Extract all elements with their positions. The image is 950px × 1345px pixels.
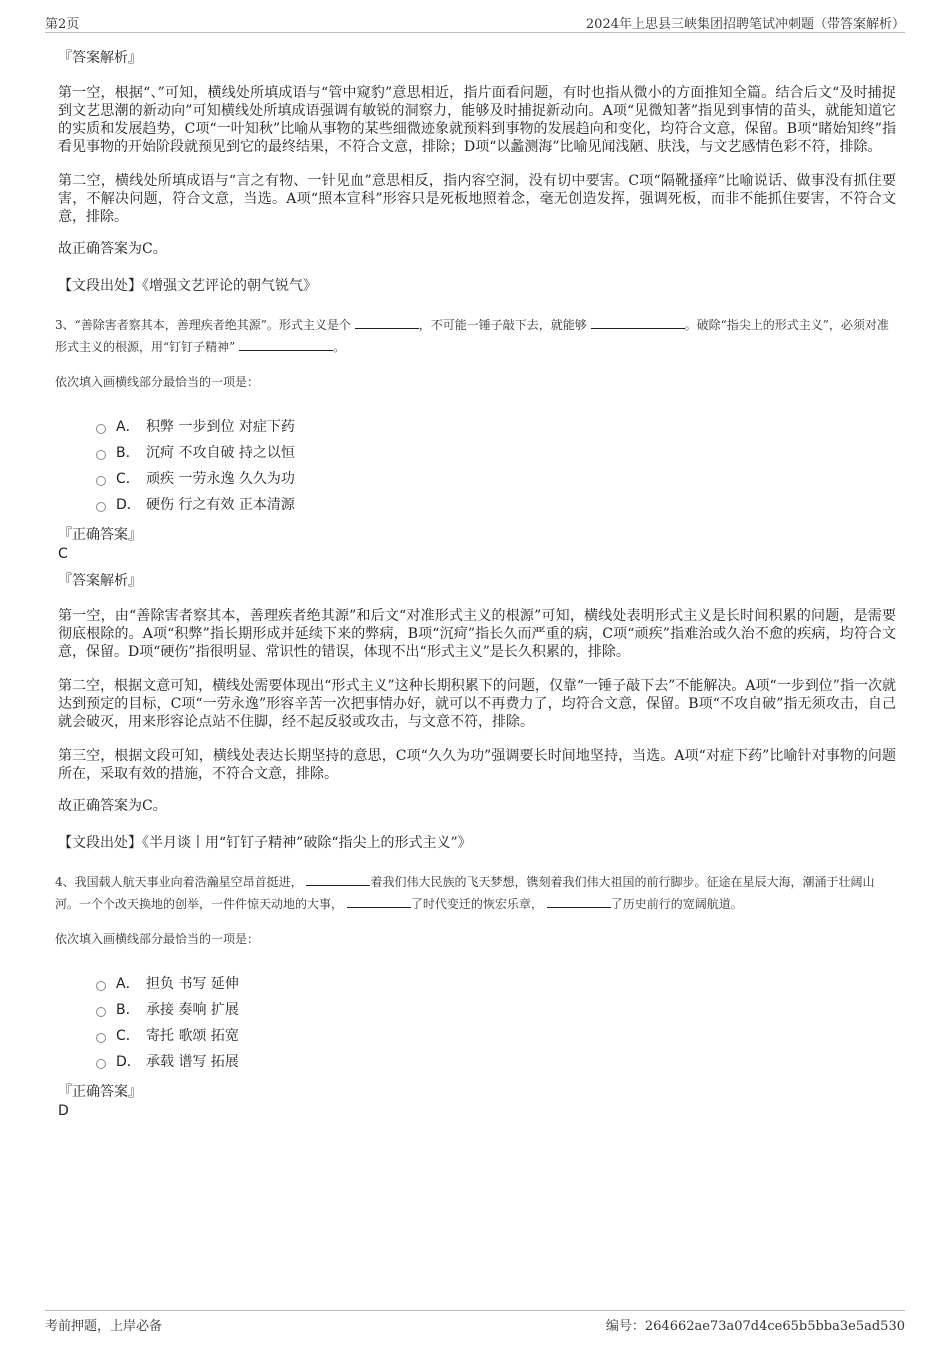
analysis-paragraph: 第一空，由“善除害者察其本，善理疾者绝其源”和后文“对准形式主义的根源”可知，横线处表明形式主义是长时间积累的问题，是需要彻底根除的。A项“积弊”指长期形成并延续下来的弊病，B项“沉疴”指长久而严重的病，C项“顽疾”指难治或久治不愈的疾病，均符合文意，保留。D项“硬伤”指很明显、常识性的错误，体现不出“形式主义”是长久积累的，排除。 xyxy=(58,608,896,660)
fill-blank xyxy=(355,316,419,329)
option-c[interactable]: C． 顽疾 一劳永逸 久久为功 xyxy=(96,466,896,492)
question-4-text: 4、我国载人航天事业向着浩瀚星空昂首挺进， 着我们伟大民族的飞天梦想，镌刻着我们伟大祖国的前行脚步。征途在星辰大海，潮涌于壮阔山河。一个个改天换地的创举，一件件惊天动地的大事， 了时代变迁的恢宏乐章， 了历史前行的宽阔航道。 xyxy=(55,875,875,911)
radio-icon[interactable] xyxy=(96,450,106,460)
fill-blank xyxy=(347,895,411,908)
option-a[interactable]: A． 担负 书写 延伸 xyxy=(96,971,896,997)
analysis-conclusion: 故正确答案为C。 xyxy=(58,241,167,257)
question-3-options xyxy=(96,414,896,518)
page-header xyxy=(45,10,905,33)
correct-answer-label: 『正确答案』 xyxy=(58,527,142,543)
correct-answer-value: C xyxy=(58,546,68,562)
option-d[interactable]: D． 硬伤 行之有效 正本清源 xyxy=(96,492,896,518)
fill-blank xyxy=(547,895,611,908)
correct-answer-value: D xyxy=(58,1103,69,1119)
question-3-text: 3、“善除害者察其本，善理疾者绝其源”。形式主义是个 ，不可能一锤子敲下去，就能够 。破除“指尖上的形式主义”，必须对准形式主义的根源，用“钉钉子精神” 。 xyxy=(55,318,889,354)
document-content xyxy=(55,40,896,1121)
page-number: 第2页 xyxy=(45,17,80,32)
correct-answer-label: 『正确答案』 xyxy=(58,1084,142,1100)
passage-source: 【文段出处】《增强文艺评论的朝气锐气》 xyxy=(58,278,317,294)
radio-icon[interactable] xyxy=(96,1059,106,1069)
radio-icon[interactable] xyxy=(96,476,106,486)
radio-icon[interactable] xyxy=(96,1007,106,1017)
radio-icon[interactable] xyxy=(96,502,106,512)
analysis-paragraph: 第二空，根据文意可知，横线处需要体现出“形式主义”这种长期积累下的问题，仅靠“一锤子敲下去”不能解决。A项“一步到位”指一次就达到预定的目标，C项“一劳永逸”形容辛苦一次把事情办好，就可以不再费力了，均符合文意，保留。B项“不攻自破”指无须攻击，自己就会破灭，用来形容论点站不住脚，经不起反驳或攻击，与文意不符，排除。 xyxy=(58,678,896,730)
document-code: 编号：264662ae73a07d4ce65b5bba3e5ad530 xyxy=(605,1319,905,1334)
option-d[interactable]: D． 承载 谱写 拓展 xyxy=(96,1049,896,1075)
analysis-label: 『答案解析』 xyxy=(58,50,142,66)
analysis-conclusion: 故正确答案为C。 xyxy=(58,798,167,814)
question-instruction: 依次填入画横线部分最恰当的一项是： xyxy=(55,932,260,946)
fill-blank xyxy=(591,316,685,329)
footer-slogan: 考前押题，上岸必备 xyxy=(45,1319,163,1334)
option-c[interactable]: C． 寄托 歌颂 拓宽 xyxy=(96,1023,896,1049)
radio-icon[interactable] xyxy=(96,1033,106,1043)
fill-blank xyxy=(306,873,370,886)
analysis-paragraph: 第一空，根据“、”可知，横线处所填成语与“管中窥豹”意思相近，指片面看问题，有时也指从微小的方面推知全篇。结合后文“及时捕捉到文艺思潮的新动向”可知横线处所填成语强调有敏锐的洞察力，能够及时捕捉新动向。A项“见微知著”指见到事情的苗头，就能知道它的实质和发展趋势，C项“一叶知秋”比喻从事物的某些细微迹象就预料到事物的发展趋向和变化，均符合文意，保留。B项“睹始知终”指看见事物的开始阶段就预见到它的最终结果，不符合文意，排除；D项“以蠡测海”比喻见闻浅陋、肤浅，与文艺感情色彩不符，排除。 xyxy=(58,85,896,155)
radio-icon[interactable] xyxy=(96,981,106,991)
question-4-options xyxy=(96,971,896,1075)
option-b[interactable]: B． 承接 奏响 扩展 xyxy=(96,997,896,1023)
analysis-paragraph: 第三空，根据文段可知，横线处表达长期坚持的意思，C项“久久为功”强调要长时间地坚持，当选。A项“对症下药”比喻针对事物的问题所在，采取有效的措施，不符合文意，排除。 xyxy=(58,748,896,782)
fill-blank xyxy=(239,338,333,351)
radio-icon[interactable] xyxy=(96,424,106,434)
question-instruction: 依次填入画横线部分最恰当的一项是： xyxy=(55,375,260,389)
page-footer xyxy=(45,1310,905,1333)
analysis-label: 『答案解析』 xyxy=(58,573,142,589)
option-a[interactable]: A． 积弊 一步到位 对症下药 xyxy=(96,414,896,440)
document-title: 2024年上思县三峡集团招聘笔试冲刺题（带答案解析） xyxy=(585,17,905,32)
passage-source: 【文段出处】《半月谈丨用“钉钉子精神”破除“指尖上的形式主义”》 xyxy=(58,835,472,851)
analysis-paragraph: 第二空，横线处所填成语与“言之有物、一针见血”意思相反，指内容空洞，没有切中要害。C项“隔靴搔痒”比喻说话、做事没有抓住要害，不解决问题，符合文意，当选。A项“照本宣科”形容只是死板地照着念，毫无创造发挥，强调死板，而非不能抓住要害，不符合文意，排除。 xyxy=(58,173,896,225)
option-b[interactable]: B． 沉疴 不攻自破 持之以恒 xyxy=(96,440,896,466)
